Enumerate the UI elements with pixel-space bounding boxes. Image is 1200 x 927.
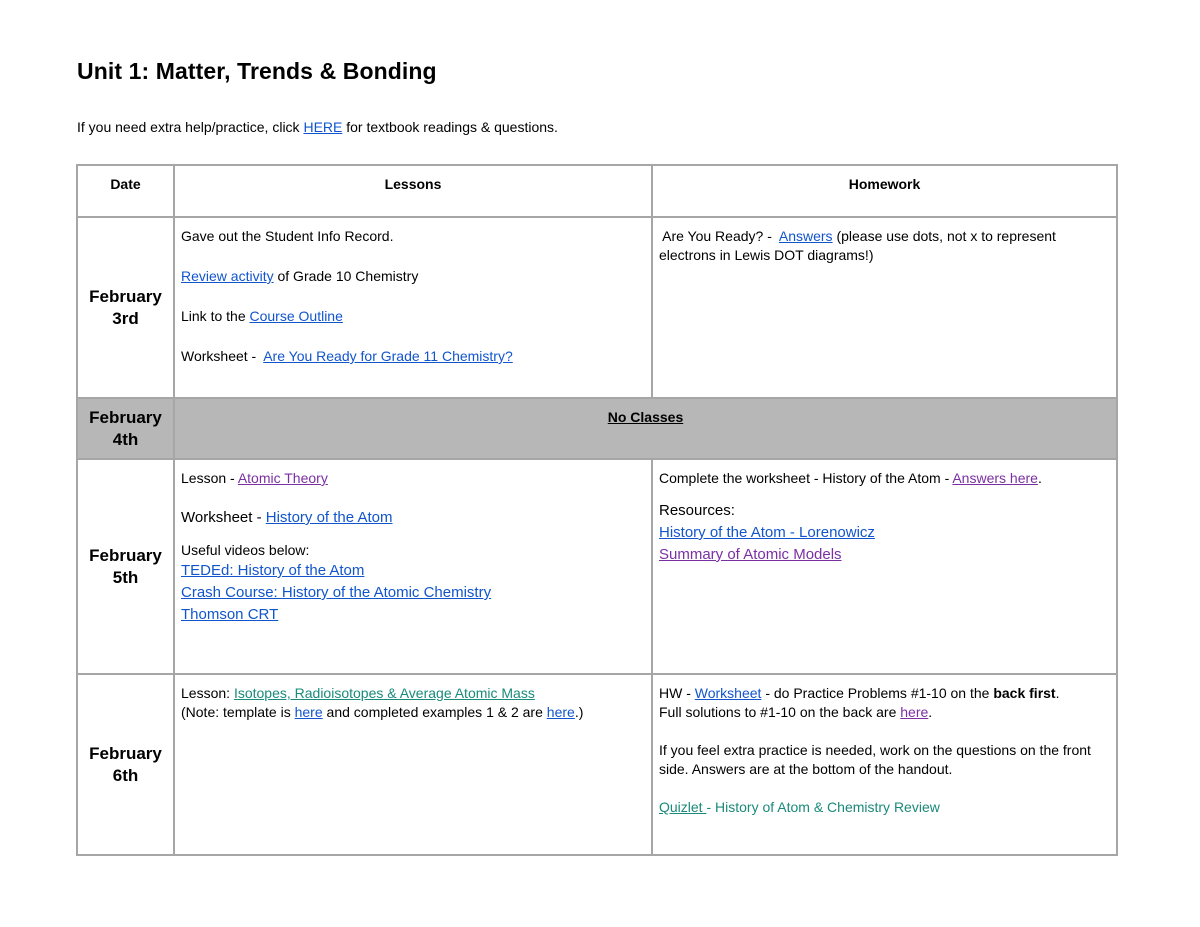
review-activity-link[interactable]: Review activity (181, 268, 274, 284)
summary-atomic-models-link[interactable]: Summary of Atomic Models (659, 546, 842, 563)
lessons-cell (174, 674, 652, 855)
lesson-line (181, 347, 645, 366)
intro-after: for textbook readings & questions. (342, 119, 558, 135)
homework-cell (652, 674, 1117, 855)
resources-label: Resources: (659, 502, 735, 519)
history-atom-worksheet-link[interactable]: History of the Atom (265, 509, 393, 526)
header-row (77, 165, 1117, 217)
quizlet-link[interactable]: Quizlet (659, 799, 707, 815)
lesson-text: Lesson - (181, 470, 238, 486)
table-row (77, 459, 1117, 674)
header-lessons: Lessons (174, 165, 652, 217)
atomic-theory-link[interactable]: Atomic Theory (237, 470, 328, 486)
lesson-text: Link to the (181, 308, 250, 324)
page-title: Unit 1: Matter, Trends & Bonding (77, 58, 437, 84)
lessons-cell (174, 217, 652, 398)
table-row (77, 217, 1117, 398)
lesson-text: Worksheet - (181, 348, 264, 364)
header-date: Date (77, 165, 174, 217)
lesson-text: Useful videos below: (181, 542, 310, 558)
textbook-here-link[interactable]: HERE (303, 119, 343, 135)
date-cell: February 5th (77, 459, 174, 674)
homework-line (659, 684, 1110, 703)
isotopes-lesson-link[interactable]: Isotopes, Radioisotopes & Average Atomic Mass (233, 685, 535, 701)
lesson-text: (Note: template is (181, 704, 295, 720)
thomson-crt-video-link[interactable]: Thomson CRT (181, 606, 279, 623)
examples-here-link[interactable]: here (546, 704, 575, 720)
date-cell: February 6th (77, 674, 174, 855)
no-classes-label: No Classes (607, 409, 684, 425)
homework-cell (652, 217, 1117, 398)
homework-text: - History of Atom & Chemistry Review (706, 799, 940, 815)
lesson-line (181, 703, 645, 722)
template-here-link[interactable]: here (294, 704, 323, 720)
homework-line (659, 227, 1110, 265)
no-classes-cell (174, 398, 1117, 459)
course-outline-link[interactable]: Course Outline (249, 308, 343, 324)
history-atom-lorenowicz-link[interactable]: History of the Atom - Lorenowicz (659, 524, 875, 541)
lesson-line (181, 469, 645, 488)
homework-text: Full solutions to #1-10 on the back are (659, 704, 901, 720)
schedule-table (76, 164, 1118, 856)
are-you-ready-link[interactable]: Are You Ready for Grade 11 Chemistry? (263, 348, 513, 364)
homework-line (659, 798, 1110, 817)
homework-line (659, 703, 1110, 722)
lesson-text: Gave out the Student Info Record. (181, 228, 394, 244)
homework-text: Are You Ready? - (659, 228, 779, 244)
worksheet-link[interactable]: Worksheet (694, 685, 762, 701)
homework-line (659, 469, 1110, 488)
lesson-text: Lesson: (181, 685, 234, 701)
homework-text: . (1055, 685, 1060, 701)
resources-list (659, 522, 1110, 566)
lesson-line (181, 507, 645, 529)
video-list (181, 560, 645, 626)
table-row (77, 398, 1117, 459)
lesson-text: of Grade 10 Chemistry (273, 268, 419, 284)
homework-cell (652, 459, 1117, 674)
lesson-line (181, 307, 645, 326)
lesson-line (181, 684, 645, 703)
header-homework: Homework (652, 165, 1117, 217)
lesson-text: Worksheet - (181, 509, 266, 526)
lesson-text: .) (574, 704, 584, 720)
date-cell: February 3rd (77, 217, 174, 398)
homework-text: . (928, 704, 933, 720)
table-row (77, 674, 1117, 855)
homework-text: HW - (659, 685, 695, 701)
homework-text: . (1037, 470, 1042, 486)
homework-text: If you feel extra practice is needed, work on the questions on the front side. Answers are at the bottom of the handout. (659, 742, 1091, 777)
crash-course-video-link[interactable]: Crash Course: History of the Atomic Chemistry (181, 584, 492, 601)
lesson-line (181, 267, 645, 286)
intro-before: If you need extra help/practice, click (77, 119, 304, 135)
answers-link[interactable]: Answers (778, 228, 833, 244)
homework-text: (please use dots, not x to represent electrons in Lewis DOT diagrams!) (659, 228, 1056, 263)
lessons-cell (174, 459, 652, 674)
answers-here-link[interactable]: Answers here (952, 470, 1038, 486)
date-cell: February 4th (77, 398, 174, 459)
homework-text: - do Practice Problems #1-10 on the (761, 685, 994, 701)
homework-text: Complete the worksheet - History of the Atom - (659, 470, 953, 486)
homework-bold-text: back first (993, 685, 1056, 701)
intro-text (77, 119, 558, 135)
ted-ed-video-link[interactable]: TEDEd: History of the Atom (181, 562, 365, 579)
lesson-text: and completed examples 1 & 2 are (322, 704, 547, 720)
solutions-here-link[interactable]: here (900, 704, 929, 720)
